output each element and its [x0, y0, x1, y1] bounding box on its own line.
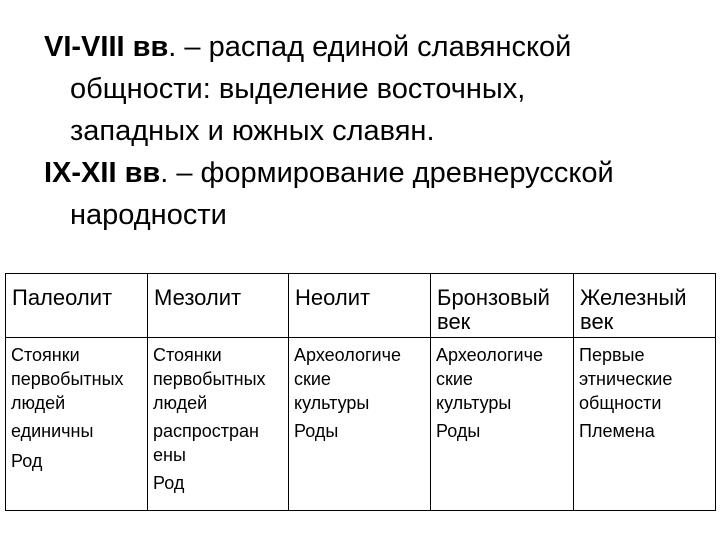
- cell-mesolithic: Стоянки первобытных людей распростран ены Род: [148, 338, 289, 511]
- header-mesolithic: Мезолит: [148, 274, 289, 338]
- cell-bronze-age: Археологиче ские культуры Роды: [431, 338, 574, 511]
- paragraph-text: общности: выделение восточных,: [70, 73, 526, 105]
- paragraph-slavic-split: [44, 26, 704, 152]
- paragraph-text: западных и южных славян.: [70, 115, 435, 147]
- header-iron-age: Железный век: [574, 274, 716, 338]
- paragraph-text: народности: [70, 199, 227, 231]
- header-bronze-age: Бронзовый век: [431, 274, 574, 338]
- header-paleolithic: Палеолит: [6, 274, 148, 338]
- period-label: VI-VIII вв: [44, 31, 169, 63]
- cell-paleolithic: Стоянки первобытных людей единичны Род: [6, 338, 148, 511]
- paragraph-text: . – формирование древнерусской: [160, 157, 614, 189]
- table-row: [6, 338, 716, 511]
- paragraph-old-russian: [44, 152, 704, 236]
- cell-iron-age: Первые этнические общности Племена: [574, 338, 716, 511]
- cell-neolithic: Археологиче ские культуры Роды: [289, 338, 431, 511]
- paragraph-text: . – распад единой славянской: [168, 31, 572, 63]
- periods-table: [5, 273, 716, 511]
- header-neolithic: Неолит: [289, 274, 431, 338]
- period-label: IX-XII вв: [44, 157, 161, 189]
- intro-text: [44, 26, 704, 236]
- table-header-row: [6, 274, 716, 338]
